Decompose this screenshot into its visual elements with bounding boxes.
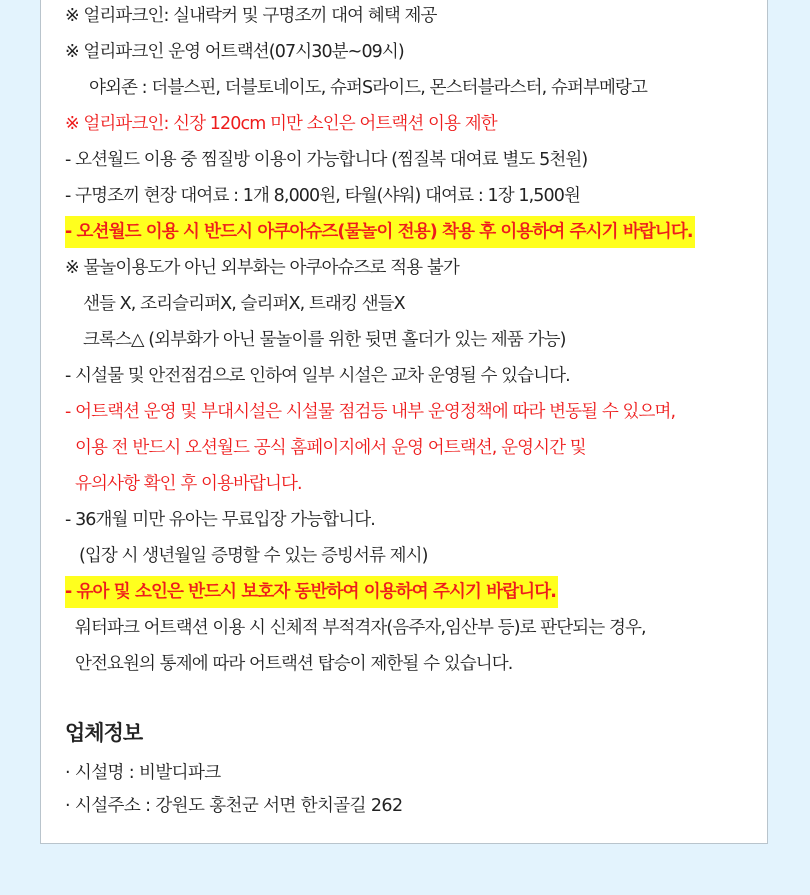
notice-line-ride-restriction: 안전요원의 통제에 따라 어트랙션 탑승이 제한될 수 있습니다. [75,654,513,674]
notice-line-rental-fee: - 구명조끼 현장 대여료 : 1개 8,000원, 타월(샤워) 대여료 : 1장 1,500원 [65,186,580,206]
notice-line-birth-proof: (입장 시 생년월일 증명할 수 있는 증빙서류 제시) [79,546,428,566]
notice-line-early-park-hours: ※ 얼리파크인 운영 어트랙션(07시30분~09시) [65,42,404,62]
company-info-title: 업체정보 [65,721,143,745]
notice-line-guardian-wrap [65,574,765,610]
notice-line-crocs: 크록스△ (외부화가 아닌 물놀이를 위한 뒷면 홀더가 있는 제품 가능) [83,330,566,350]
notice-line-guardian: - 유아 및 소인은 반드시 보호자 동반하여 이용하여 주시기 바랍니다. [65,576,558,608]
notice-line-attraction-change-3: 유의사항 확인 후 이용바랍니다. [75,474,302,494]
facility-name: · 시설명 : 비발디파크 [65,763,221,783]
company-info [65,713,402,823]
notice-line-outer-shoes: ※ 물놀이용도가 아닌 외부화는 아쿠아슈즈로 적용 불가 [65,258,459,278]
notice-line-attraction-change-1: - 어트랙션 운영 및 부대시설은 시설물 점검등 내부 운영정책에 따라 변동될 수 있으며, [65,402,676,422]
notice-line-infant-free: - 36개월 미만 유아는 무료입장 가능합니다. [65,510,375,530]
company-info-list [65,757,402,823]
notice-line-sandals: 샌들 X, 조리슬리퍼X, 슬리퍼X, 트래킹 샌들X [83,294,405,314]
content-panel [40,0,768,844]
notice-line-attraction-change-2: 이용 전 반드시 오션월드 공식 홈페이지에서 운영 어트랙션, 운영시간 및 [75,438,586,458]
notice-line-sauna: - 오션월드 이용 중 찜질방 이용이 가능합니다 (찜질복 대여료 별도 5천원) [65,150,588,170]
notice-line-aqua-shoes: - 오션월드 이용 시 반드시 아쿠아슈즈(물놀이 전용) 착용 후 이용하여 주시기 바랍니다. [65,216,695,248]
notice-line-outdoor-zone: 야외존 : 더블스핀, 더블토네이도, 슈퍼S라이드, 몬스터블라스터, 슈퍼부메랑고 [89,78,647,98]
notice-line-early-park-benefit: ※ 얼리파크인: 실내락커 및 구명조끼 대여 혜택 제공 [65,6,437,26]
notice-list [65,0,765,682]
facility-address: · 시설주소 : 강원도 홍천군 서면 한치골길 262 [65,796,403,816]
notice-line-facility-check: - 시설물 및 안전점검으로 인하여 일부 시설은 교차 운영될 수 있습니다. [65,366,570,386]
notice-line-unfit-persons: 워터파크 어트랙션 이용 시 신체적 부적격자(음주자,임산부 등)로 판단되는 경우, [75,618,646,638]
notice-line-height-restriction: ※ 얼리파크인: 신장 120cm 미만 소인은 어트랙션 이용 제한 [65,114,497,134]
notice-line-aqua-shoes-wrap [65,214,765,250]
